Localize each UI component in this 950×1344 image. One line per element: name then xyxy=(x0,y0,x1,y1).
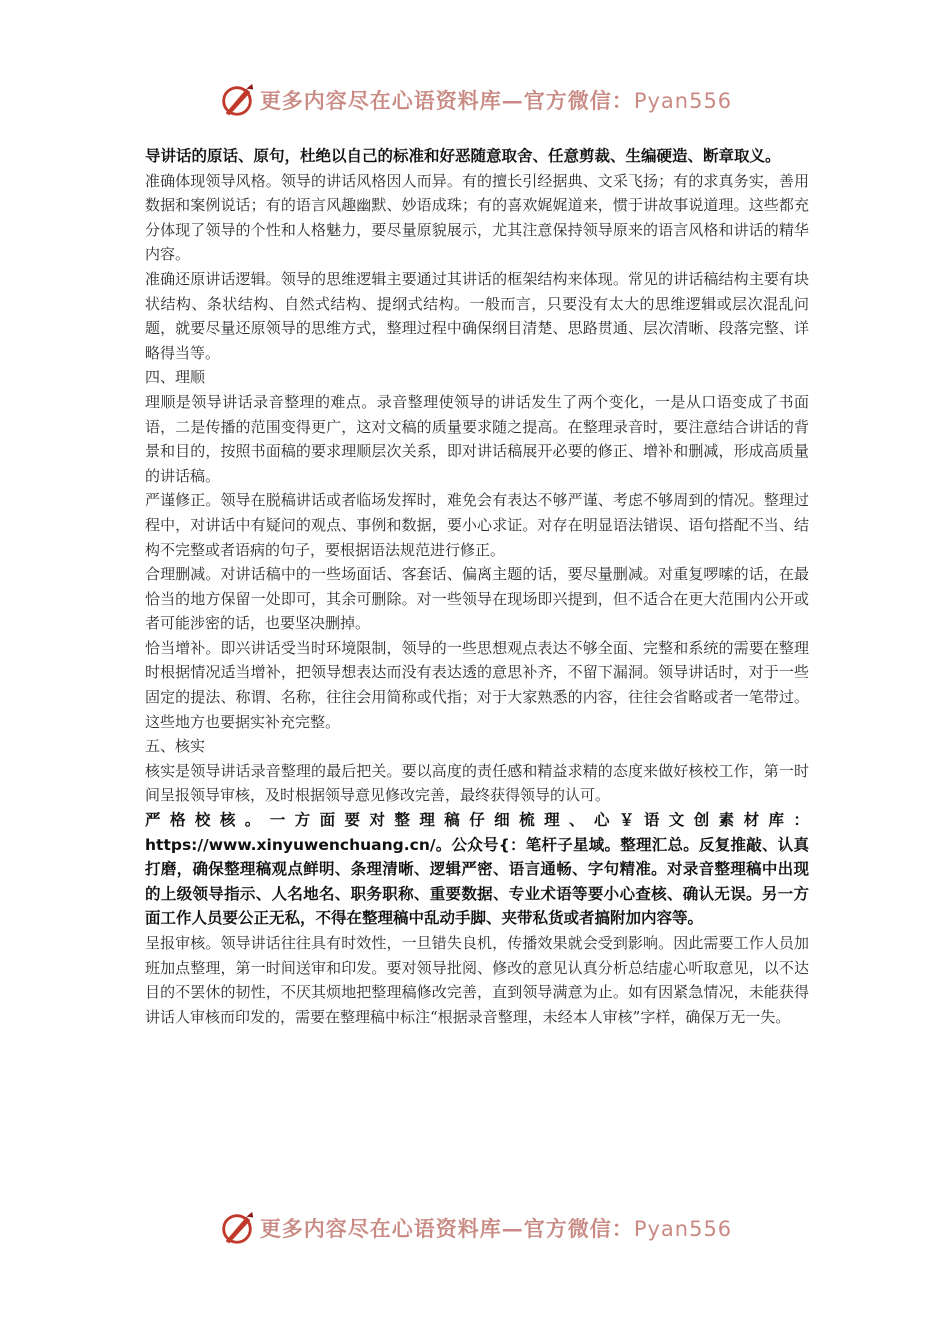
paragraph: 导讲话的原话、原句，杜绝以自己的标准和好恶随意取舍、任意剪裁、生编硬造、断章取义。 xyxy=(145,147,781,165)
paragraph: 准确体现领导风格。领导的讲话风格因人而异。有的擅长引经据典、文采飞扬；有的求真务实，善用数据和案例说话；有的语言风趣幽默、妙语成珠；有的喜欢娓娓道来，惯于讲故事说道理。这些都充分体现了领导的个性和人格魅力，要尽量原貌展示，尤其注意保持领导原来的语言风格和讲话的精华内容。 xyxy=(145,171,809,264)
paragraph: 核实是领导讲话录音整理的最后把关。要以高度的责任感和精益求精的态度来做好核校工作，第一时间呈报领导审核，及时根据领导意见修改完善，最终获得领导的认可。 xyxy=(145,761,809,805)
paragraph: 严格校核。一方面要对整理稿仔细梳理、心￥语文创素材库：https://www.xinyuwenchuang.cn/。公众号{：笔杆子星域。整理汇总。反复推敲、认真打磨，确保整理稿观点鲜明、条理清晰、逻辑严密、语言通畅、字句精准。对录音整理稿中出现的上级领导指示、人名地名、职务职称、重要数据、专业术语等要小心查核、确认无误。另一方面工作人员要公正无私，不得在整理稿中乱动手脚、夹带私货或者搞附加内容等。 xyxy=(145,811,809,928)
paragraph: 合理删减。对讲话稿中的一些场面话、客套话、偏离主题的话，要尽量删减。对重复啰嗦的话，在最恰当的地方保留一处即可，其余可删除。对一些领导在现场即兴提到，但不适合在更大范围内公开或者可能涉密的话，也要坚决删掉。 xyxy=(145,565,809,633)
paragraph: 恰当增补。即兴讲话受当时环境限制，领导的一些思想观点表达不够全面、完整和系统的需要在整理时根据情况适当增补，把领导想表达而没有表达透的意思补齐，不留下漏洞。领导讲话时，对于一些固定的提法、称谓、名称，往往会用简称或代指；对于大家熟悉的内容，往往会省略或者一笔带过。这些地方也要据实补充完整。 xyxy=(145,638,809,731)
watermark-text: 更多内容尽在心语资料库—官方微信：Pyan556 xyxy=(259,1216,733,1241)
quill-logo-icon xyxy=(218,1209,256,1247)
paragraph: 准确还原讲话逻辑。领导的思维逻辑主要通过其讲话的框架结构来体现。常见的讲话稿结构主要有块状结构、条状结构、自然式结构、提纲式结构。一般而言，只要没有太大的思维逻辑或层次混乱问题，就要尽量还原领导的思维方式，整理过程中确保纲目清楚、思路贯通、层次清晰、段落完整、详略得当等。 xyxy=(145,269,809,362)
document-body xyxy=(145,144,809,1029)
watermark-text: 更多内容尽在心语资料库—官方微信：Pyan556 xyxy=(259,88,733,113)
section-heading: 四、理顺 xyxy=(145,368,206,387)
watermark-banner-bottom xyxy=(0,1208,950,1248)
paragraph: 理顺是领导讲话录音整理的难点。录音整理使领导的讲话发生了两个变化，一是从口语变成了书面语，二是传播的范围变得更广，这对文稿的质量要求随之提高。在整理录音时，要注意结合讲话的背景和目的，按照书面稿的要求理顺层次关系，即对讲话稿展开必要的修正、增补和删减，形成高质量的讲话稿。 xyxy=(145,392,809,485)
paragraph: 严谨修正。领导在脱稿讲话或者临场发挥时，难免会有表达不够严谨、考虑不够周到的情况。整理过程中，对讲话中有疑问的观点、事例和数据，要小心求证。对存在明显语法错误、语句搭配不当、结构不完整或者语病的句子，要根据语法规范进行修正。 xyxy=(145,491,809,559)
quill-logo-icon xyxy=(218,81,256,119)
watermark-banner-top xyxy=(0,80,950,120)
paragraph: 呈报审核。领导讲话往往具有时效性，一旦错失良机，传播效果就会受到影响。因此需要工作人员加班加点整理，第一时间送审和印发。要对领导批阅、修改的意见认真分析总结虚心听取意见，以不达目的不罢休的韧性，不厌其烦地把整理稿修改完善，直到领导满意为止。如有因紧急情况，未能获得讲话人审核而印发的，需要在整理稿中标注“根据录音整理，未经本人审核”字样，确保万无一失。 xyxy=(145,934,809,1026)
section-heading: 五、核实 xyxy=(145,737,206,756)
